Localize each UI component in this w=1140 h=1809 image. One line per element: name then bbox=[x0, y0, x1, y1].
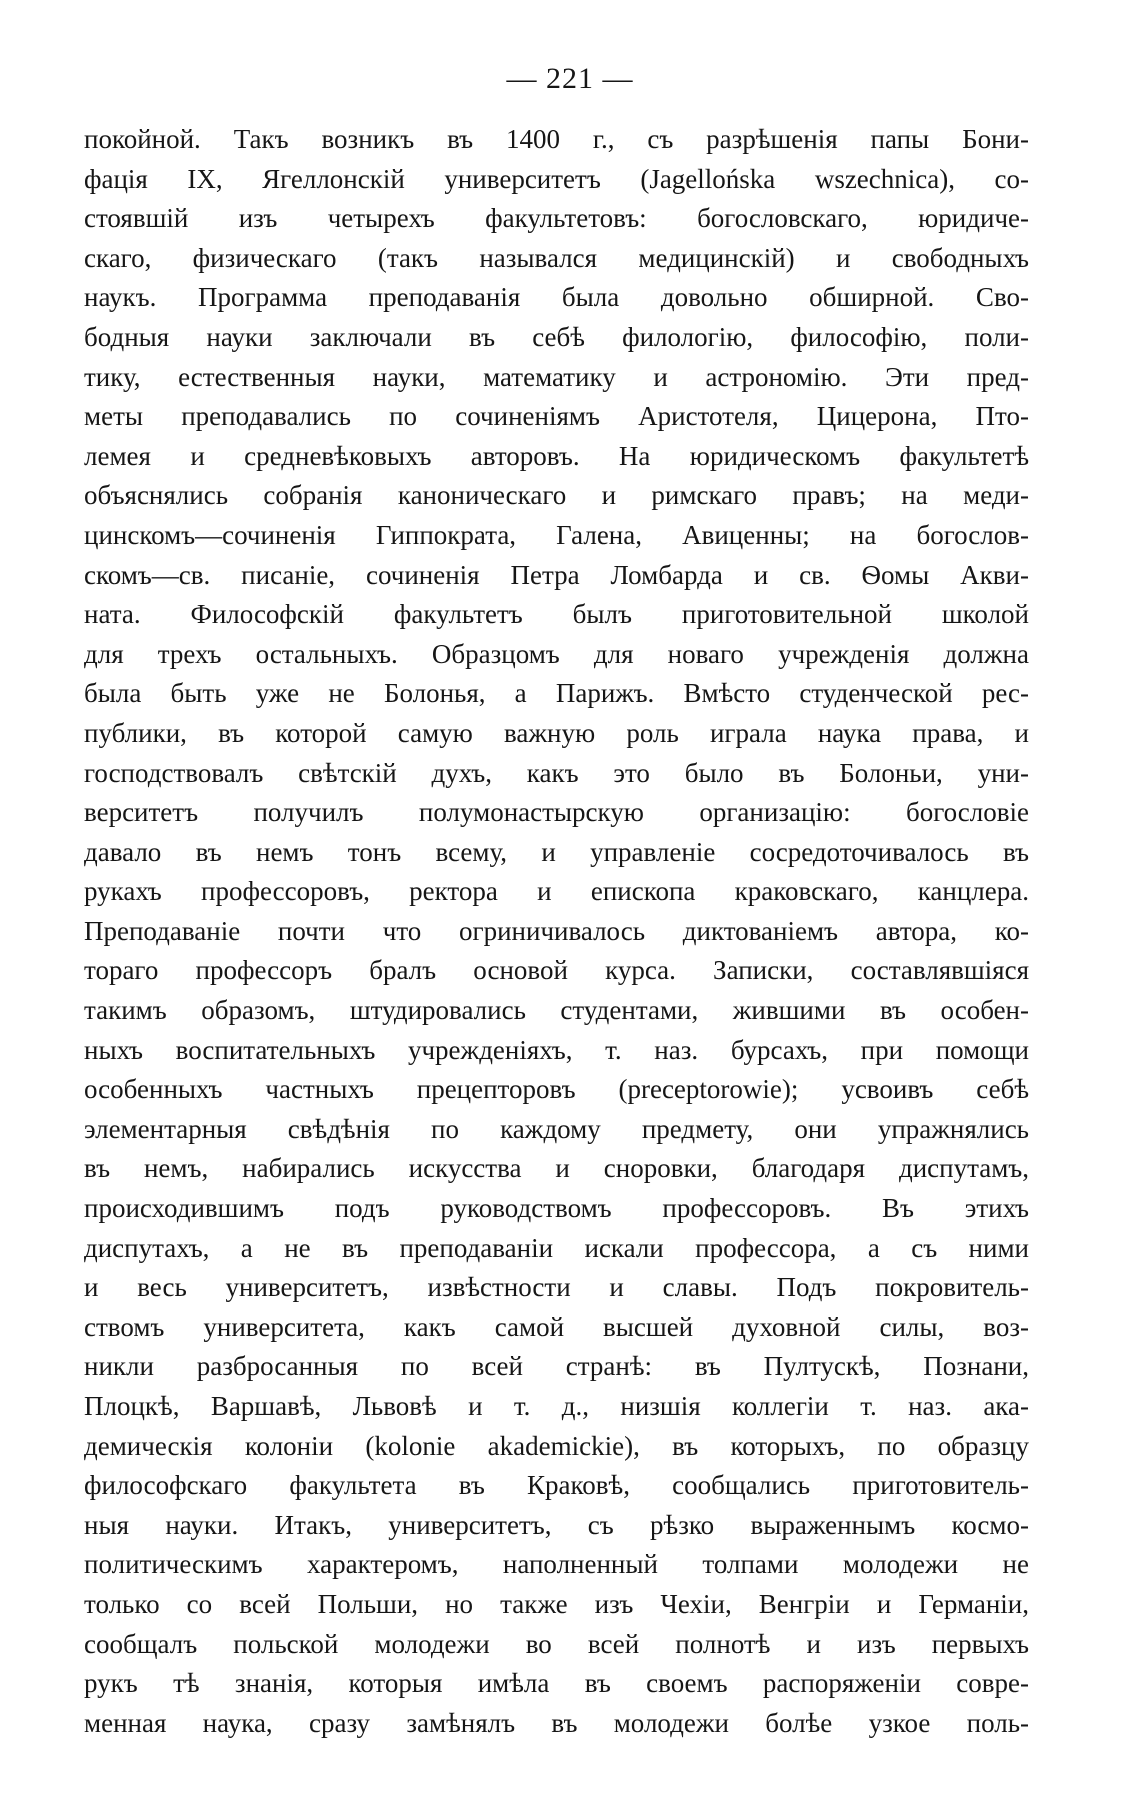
text-line: ствомъ университета, какъ самой высшей духовной силы, воз- bbox=[84, 1311, 1029, 1342]
text-line: рукъ тѣ знанія, которыя имѣла въ своемъ распоряженіи совре- bbox=[84, 1668, 1029, 1699]
text-line: скомъ—св. писаніе, сочиненія Петра Ломбарда и св. Ѳомы Акви- bbox=[84, 559, 1029, 590]
text-line: происходившимъ подъ руководствомъ профессоровъ. Въ этихъ bbox=[84, 1193, 1029, 1224]
text-line: сообщалъ польской молодежи во всей полнотѣ и изъ первыхъ bbox=[84, 1628, 1029, 1659]
text-line: давало въ немъ тонъ всему, и управленіе сосредоточивалось въ bbox=[84, 836, 1029, 867]
text-line: публики, въ которой самую важную роль играла наука права, и bbox=[84, 717, 1029, 748]
text-line: никли разбросанныя по всей странѣ: въ Пултускѣ, Познани, bbox=[84, 1351, 1029, 1382]
text-line: элементарныя свѣдѣнія по каждому предмету, они упражнялись bbox=[84, 1113, 1029, 1144]
text-line: господствовалъ свѣтскій духъ, какъ это было въ Болоньи, уни- bbox=[84, 757, 1029, 788]
body-text bbox=[84, 120, 1029, 1743]
text-line: лемея и средневѣковыхъ авторовъ. На юридическомъ факультетѣ bbox=[84, 440, 1029, 471]
text-line: рукахъ профессоровъ, ректора и епископа краковскаго, канцлера. bbox=[84, 876, 1029, 907]
text-line: диспутахъ, а не въ преподаваніи искали профессора, а съ ними bbox=[84, 1232, 1029, 1263]
text-line: политическимъ характеромъ, наполненный толпами молодежи не bbox=[84, 1549, 1029, 1580]
text-line: философскаго факультета въ Краковѣ, сообщались приготовитель- bbox=[84, 1470, 1029, 1501]
text-line: для трехъ остальныхъ. Образцомъ для новаго учрежденія должна bbox=[84, 638, 1029, 669]
text-line: только со всей Польши, но также изъ Чехіи, Венгріи и Германіи, bbox=[84, 1588, 1029, 1619]
text-line: тораго профессоръ бралъ основой курса. Записки, составлявшіяся bbox=[84, 955, 1029, 986]
text-line: въ немъ, набирались искусства и сноровки, благодаря диспутамъ, bbox=[84, 1153, 1029, 1184]
text-line: меты преподавались по сочиненіямъ Аристотеля, Цицерона, Пто- bbox=[84, 401, 1029, 432]
text-line: ныхъ воспитательныхъ учрежденіяхъ, т. наз. бурсахъ, при помощи bbox=[84, 1034, 1029, 1065]
text-line: верситетъ получилъ полумонастырскую организацію: богословіе bbox=[84, 797, 1029, 828]
text-line: Преподаваніе почти что огриничивалось диктованіемъ автора, ко- bbox=[84, 915, 1029, 946]
text-line: ныя науки. Итакъ, университетъ, съ рѣзко выраженнымъ космо- bbox=[84, 1509, 1029, 1540]
text-line: стоявшій изъ четырехъ факультетовъ: богословскаго, юридиче- bbox=[84, 203, 1029, 234]
text-line: тику, естественныя науки, математику и астрономію. Эти пред- bbox=[84, 361, 1029, 392]
text-line: демическія колоніи (kolonie akademickie), въ которыхъ, по образцу bbox=[84, 1430, 1029, 1461]
text-line: покойной. Такъ возникъ въ 1400 г., съ разрѣшенія папы Бони- bbox=[84, 124, 1029, 154]
text-line: такимъ образомъ, штудировались студентами, жившими въ особен- bbox=[84, 995, 1029, 1026]
text-line: менная наука, сразу замѣнялъ въ молодежи болѣе узкое поль- bbox=[84, 1707, 1029, 1738]
text-line: и весь университетъ, извѣстности и славы. Подъ покровитель- bbox=[84, 1272, 1029, 1303]
text-line: фація IX, Ягеллонскій университетъ (Jagellońska wszechnica), со- bbox=[84, 163, 1029, 194]
text-line: особенныхъ частныхъ прецепторовъ (preceptorowie); усвоивъ себѣ bbox=[84, 1074, 1029, 1105]
text-line: Плоцкѣ, Варшавѣ, Львовѣ и т. д., низшія коллегіи т. наз. ака- bbox=[84, 1391, 1029, 1421]
text-line: наукъ. Программа преподаванія была довольно обширной. Сво- bbox=[84, 282, 1029, 313]
text-line: объяснялись собранія каноническаго и римскаго правъ; на меди- bbox=[84, 480, 1029, 511]
page-number: — 221 — bbox=[506, 62, 634, 95]
text-line: цинскомъ—сочиненія Гиппократа, Галена, Авиценны; на богослов- bbox=[84, 519, 1029, 550]
text-line: бодныя науки заключали въ себѣ филологію, философію, поли- bbox=[84, 321, 1029, 352]
text-line: ната. Философскій факультетъ былъ приготовительной школой bbox=[84, 599, 1029, 630]
text-line: была быть уже не Болонья, а Парижъ. Вмѣсто студенческой рес- bbox=[84, 678, 1029, 709]
text-line: скаго, физическаго (такъ назывался медицинскій) и свободныхъ bbox=[84, 242, 1029, 273]
